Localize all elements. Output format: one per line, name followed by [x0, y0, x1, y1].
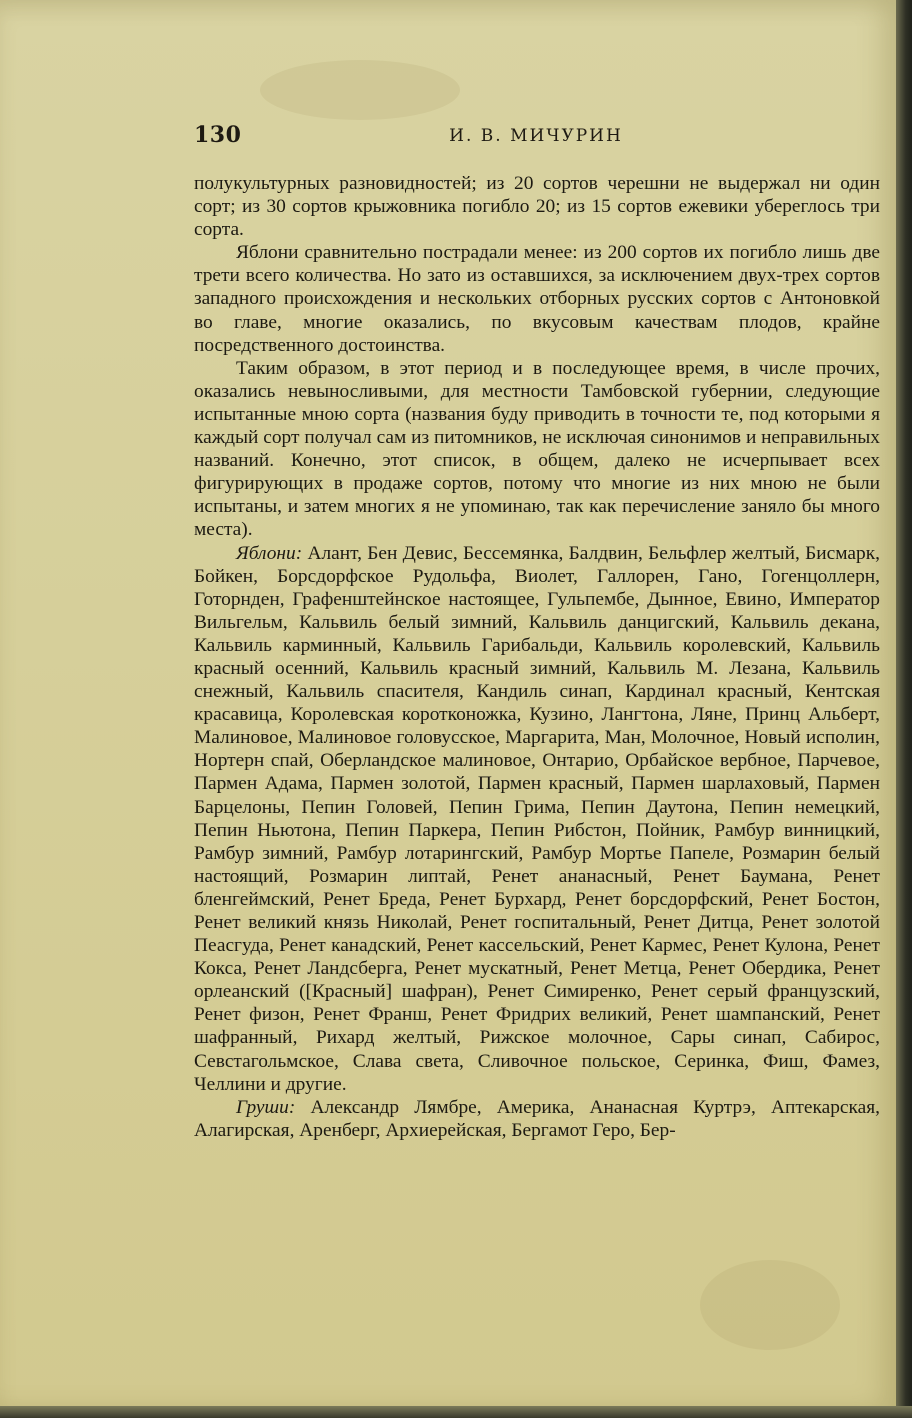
paragraph: [194, 241, 880, 356]
section-term: Яблони:: [236, 542, 303, 564]
paragraph-text: полукультурных разновидностей; из 20 сортов черешни не выдержал ни один сорт; из 30 сортов крыжовника погибло 20; из 15 сортов ежевики убереглось три сорта.: [194, 173, 880, 241]
page-bottom-shadow: [0, 1406, 912, 1418]
paragraph-pears: [194, 1096, 880, 1142]
paragraph-text: Александр Лямбре, Америка, Ананасная Куртрэ, Аптекарская, Алагирская, Аренберг, Архиерейская, Бергамот Геро, Бер-: [194, 1096, 880, 1141]
paper-stain: [260, 60, 460, 120]
paragraph-text: Таким образом, в этот период и в последующее время, в числе прочих, оказались невыносливыми, для местности Тамбовской губернии, следующие испытанные мною сорта (названия буду приводить в точности те, под которыми я каждый сорт получал сам из питомников, не исключая синонимов и неправильных названий. Конечно, этот список, в общем, далеко не исчерпывает всех фигурирующих в продаже сортов, потому что многие из них мною не были испытаны, и затем многих я не упоминаю, так как перечисление заняло бы много места).: [194, 357, 880, 541]
body-text: [194, 172, 880, 1142]
paragraph: [194, 357, 880, 542]
page-edge-shadow: [896, 0, 912, 1418]
page-number: 130: [194, 122, 242, 148]
paragraph: [194, 172, 880, 241]
running-title: И. В. МИЧУРИН: [449, 126, 623, 146]
paragraph-text: Алант, Бен Девис, Бессемянка, Балдвин, Бельфлер желтый, Бисмарк, Бойкен, Борсдорфское Рудольфа, Виолет, Галлорен, Гано, Гогенцоллерн, Готорнден, Графенштейнское настоящее, Гульпембе, Дынное, Евино, Император Вильгельм, Кальвиль белый зимний, Кальвиль данцигский, Кальвиль декана, Кальвиль карминный, Кальвиль Гарибальди, Кальвиль королевский, Кальвиль красный осенний, Кальвиль красный зимний, Кальвиль М. Лезана, Кальвиль снежный, Кальвиль спасителя, Кандиль синап, Кардинал красный, Кентская красавица, Королевская коротконожка, Кузино, Лангтона, Ляне, Принц Альберт, Малиновое, Малиновое головусское, Маргарита, Ман, Молочное, Новый исполин, Нортерн спай, Оберландское малиновое, Онтарио, Орбайское вербное, Парчевое, Пармен Адама, Пармен золотой, Пармен красный, Пармен шарлаховый, Пармен Барцелоны, Пепин Головей, Пепин Грима, Пепин Даутона, Пепин немецкий, Пепин Ньютона, Пепин Паркера, Пепин Рибстон, Пойник, Рамбур винницкий, Рамбур зимний, Рамбур лотарингский, Рамбур Мортье Папеле, Розмарин белый настоящий, Розмарин липтай, Ренет ананасный, Ренет Баумана, Ренет бленгеймский, Ренет Бреда, Ренет Бурхард, Ренет борсдорфский, Ренет Бостон, Ренет великий князь Николай, Ренет госпитальный, Ренет Дитца, Ренет золотой Пеасгуда, Ренет канадский, Ренет кассельский, Ренет Кармес, Ренет Кулона, Ренет Кокса, Ренет Ландсберга, Ренет мускатный, Ренет Метца, Ренет Обердика, Ренет орлеанский ([Красный] шафран), Ренет Симиренко, Ренет серый французский, Ренет физон, Ренет Франш, Ренет Фридрих великий, Ренет шампанский, Ренет шафранный, Рихард желтый, Рижское молочное, Сары синап, Сабирос, Севстагольмское, Слава света, Сливочное польское, Серинка, Фиш, Фамез, Челлини и другие.: [194, 542, 880, 1095]
paper-stain: [700, 1260, 840, 1350]
page-header: [190, 118, 882, 154]
section-term: Груши:: [236, 1096, 296, 1118]
paragraph-text: Яблони сравнительно пострадали менее: из 200 сортов их погибло лишь две трети всего количества. Но зато из оставшихся, за исключением двух-трех сортов западного происхождения и нескольких отборных русских сортов с Антоновкой во главе, многие оказались, по вкусовым качествам плодов, крайне посредственного достоинства.: [194, 242, 880, 356]
paragraph-apples: [194, 542, 880, 1096]
